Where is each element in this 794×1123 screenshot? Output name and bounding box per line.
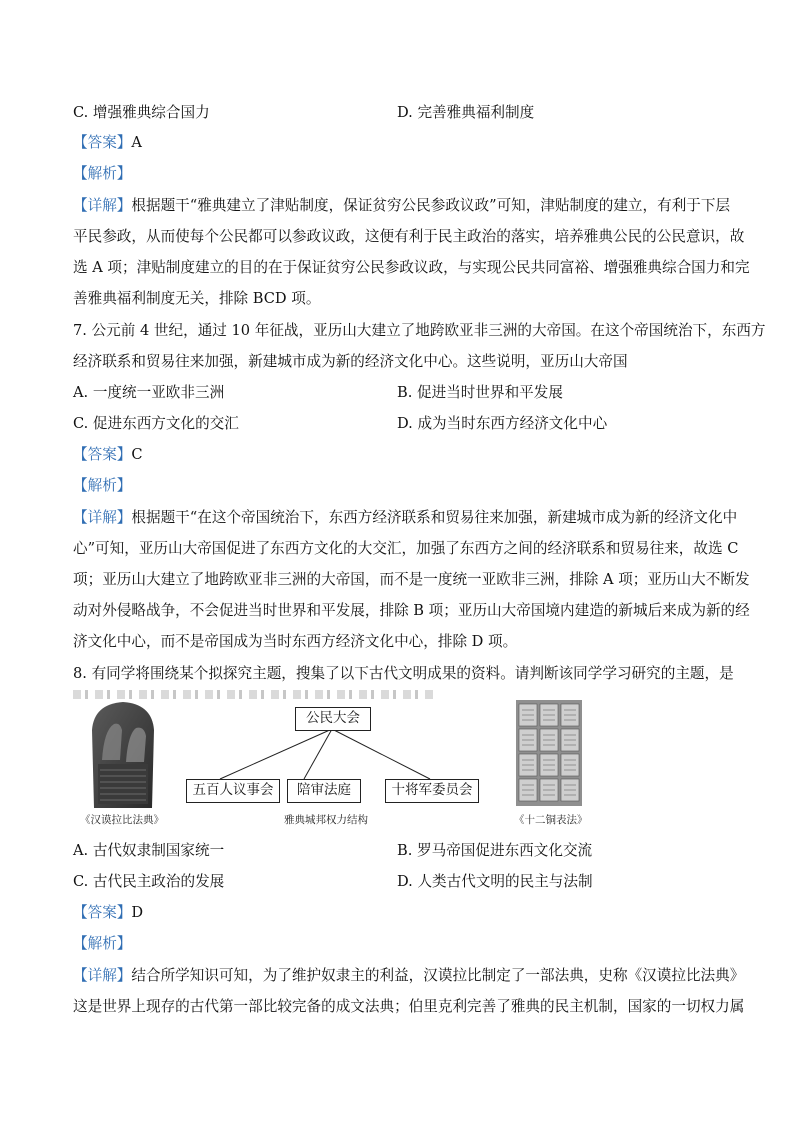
q7-stem-line: 7. 公元前 4 世纪，通过 10 年征战，亚历山大建立了地跨欧亚非三洲的大帝国。在这个帝国统治下，东西方: [73, 322, 766, 339]
q7-detail-line: 项；亚历山大建立了地跨欧亚非三洲的大帝国，而不是一度统一亚欧非三洲，排除 A 项；亚历山大不断发: [73, 571, 750, 588]
q8-stem: 8. 有同学将围绕某个拟探究主题，搜集了以下古代文明成果的资料。请判断该同学学习研究的主题，是: [73, 665, 734, 682]
diagram-caption: 雅典城邦权力结构: [284, 814, 368, 826]
q6-detail-line: 平民参政，从而使每个公民都可以参政议政，这便有利于民主政治的落实，培养雅典公民的公民意识，故: [73, 228, 745, 245]
answer-value: C: [131, 446, 143, 463]
detail-tag: 【详解】: [73, 197, 132, 214]
q8-option-c: C. 古代民主政治的发展: [73, 873, 225, 890]
q6-answer: [73, 133, 721, 153]
athens-power-diagram: [180, 703, 485, 803]
analysis-tag: 【解析】: [73, 477, 132, 494]
q6-detail-line: [73, 196, 731, 216]
q8-option-d: D. 人类古代文明的民主与法制: [397, 873, 593, 890]
analysis-tag: 【解析】: [73, 935, 132, 952]
q8-detail-line: 这是世界上现存的古代第一部比较完备的成文法典；伯里克利完善了雅典的民主机制，国家的一切权力属: [73, 998, 745, 1015]
detail-tag: 【详解】: [73, 967, 132, 984]
twelve-tables-image: [516, 700, 582, 806]
hammurabi-caption: 《汉谟拉比法典》: [80, 814, 164, 826]
q7-option-b: B. 促进当时世界和平发展: [397, 384, 563, 401]
court-box: 陪审法庭: [287, 779, 361, 803]
detail-text: 根据题干“雅典建立了津贴制度，保证贫穷公民参政议政”可知，津贴制度的建立，有利于下层: [131, 197, 731, 214]
answer-tag: 【答案】: [73, 446, 132, 463]
q6-option-c: C. 增强雅典综合国力: [73, 104, 210, 121]
detail-text: 结合所学知识可知，为了维护奴隶主的利益，汉谟拉比制定了一部法典，史称《汉谟拉比法典》: [131, 967, 745, 984]
q6-detail-line: 善雅典福利制度无关，排除 BCD 项。: [73, 290, 321, 307]
q7-detail-line: 心”可知，亚历山大帝国促进了东西方文化的大交汇，加强了东西方之间的经济联系和贸易往来，故选 C: [73, 540, 739, 557]
assembly-box: 公民大会: [295, 707, 371, 731]
detail-tag: 【详解】: [73, 509, 132, 526]
hammurabi-stele-image: [84, 700, 162, 808]
q7-detail-line: 济文化中心，而不是帝国成为当时东西方经济文化中心，排除 D 项。: [73, 633, 518, 650]
q8-detail-line: [73, 966, 745, 986]
scan-smudge: [73, 690, 433, 699]
q7-answer: [73, 445, 721, 465]
q6-option-d: D. 完善雅典福利制度: [397, 104, 535, 121]
q8-option-b: B. 罗马帝国促进东西文化交流: [397, 842, 593, 859]
q7-analysis: [73, 476, 721, 496]
detail-text: 根据题干“在这个帝国统治下，东西方经济联系和贸易往来加强，新建城市成为新的经济文化中: [131, 509, 738, 526]
council-box: 五百人议事会: [186, 779, 280, 803]
q6-analysis: [73, 164, 721, 184]
q8-answer: [73, 903, 721, 923]
answer-tag: 【答案】: [73, 134, 132, 151]
q8-option-a: A. 古代奴隶制国家统一: [73, 842, 225, 859]
analysis-tag: 【解析】: [73, 165, 132, 182]
twelve-tables-caption: 《十二铜表法》: [514, 814, 588, 826]
q7-option-d: D. 成为当时东西方经济文化中心: [397, 415, 608, 432]
q7-detail-line: 动对外侵略战争，不会促进当时世界和平发展，排除 B 项；亚历山大帝国境内建造的新城后来成为新的经: [73, 602, 750, 619]
q7-option-c: C. 促进东西方文化的交汇: [73, 415, 239, 432]
q7-option-a: A. 一度统一亚欧非三洲: [73, 384, 225, 401]
answer-value: D: [131, 904, 144, 921]
generals-box: 十将军委员会: [385, 779, 479, 803]
answer-value: A: [131, 134, 142, 151]
q6-detail-line: 选 A 项；津贴制度建立的目的在于保证贫穷公民参政议政，与实现公民共同富裕、增强雅典综合国力和完: [73, 259, 750, 276]
q7-stem-line: 经济联系和贸易往来加强，新建城市成为新的经济文化中心。这些说明，亚历山大帝国: [73, 353, 628, 370]
answer-tag: 【答案】: [73, 904, 132, 921]
q7-detail-line: [73, 508, 738, 528]
q8-analysis: [73, 934, 721, 954]
